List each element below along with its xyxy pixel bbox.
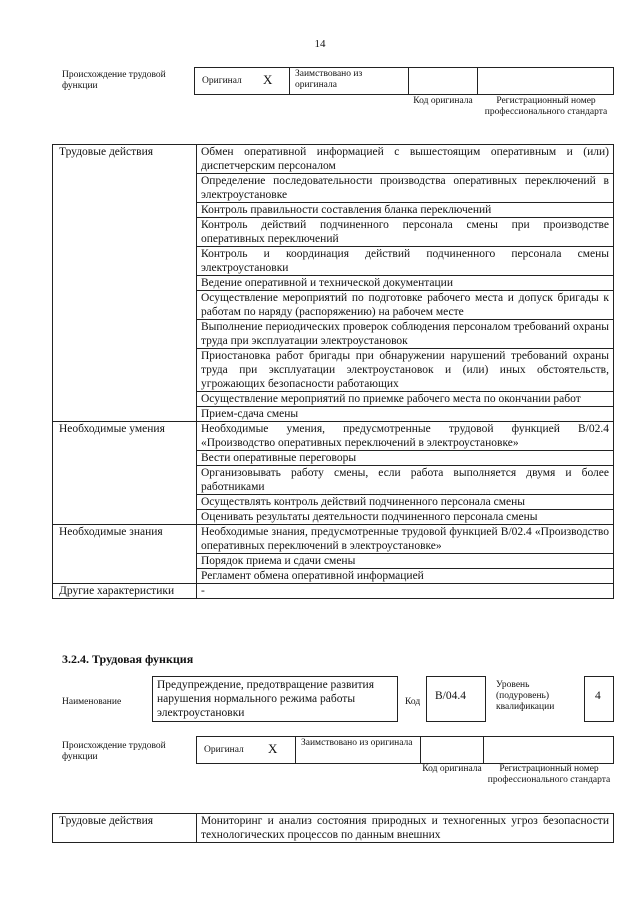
row-text: Прием-сдача смены	[197, 407, 614, 422]
origin-original-text: Оригинал	[202, 76, 242, 86]
origin-reg-caption: Регистрационный номер профессионального стандарта	[484, 96, 608, 117]
table-row	[53, 422, 614, 451]
row-text: Организовывать работу смены, если работа выполняется двумя и более работниками	[197, 466, 614, 495]
row-text: Необходимые умения, предусмотренные трудовой функцией B/02.4 «Производство оперативных переключений в электроустановке»	[197, 422, 614, 451]
origin2-reg-caption: Регистрационный номер профессионального стандарта	[487, 764, 611, 785]
row-text: Порядок приема и сдачи смены	[197, 554, 614, 569]
row-label: Необходимые умения	[53, 422, 197, 525]
row-text: Регламент обмена оперативной информацией	[197, 569, 614, 584]
level-value: 4	[595, 690, 601, 702]
origin2-mark: X	[268, 741, 278, 756]
origin2-borrowed-text: Заимствовано из оригинала	[301, 738, 413, 748]
page-number: 14	[314, 38, 326, 50]
row-label: Трудовые действия	[53, 814, 197, 843]
row-label: Другие характеристики	[53, 584, 197, 599]
row-text: Обмен оперативной информацией с вышестоящим оперативным и (или) диспетчерским персоналом	[197, 145, 614, 174]
row-text: Осуществление мероприятий по приемке рабочего места по окончании работ	[197, 392, 614, 407]
origin-code-caption: Код оригинала	[413, 96, 473, 106]
name-label: Наименование	[62, 697, 122, 707]
row-text: Мониторинг и анализ состояния природных и техногенных угроз безопасности технологических процессов по данным внешних	[197, 814, 614, 843]
row-text: Приостановка работ бригады при обнаружении нарушений требований охраны труда при эксплуатации электроустановок и (или) иных обстоятельств, угрожающих безопасности работающих	[197, 349, 614, 392]
level-label: Уровень (подуровень) квалификации	[496, 680, 555, 712]
code-label: Код	[405, 697, 421, 707]
origin2-label: Происхождение трудовой функции	[62, 741, 166, 762]
origin-reg-cell	[477, 67, 614, 95]
name-value: Предупреждение, предотвращение развития нарушения нормального режима работы электроустановки	[157, 679, 374, 719]
row-text: Выполнение периодических проверок соблюдения персоналом требований охраны труда при эксплуатации электроустановок	[197, 320, 614, 349]
origin2-code-cell	[420, 736, 484, 764]
row-text: Контроль действий подчиненного персонала смены при производстве оперативных переключений	[197, 218, 614, 247]
row-text: Осуществление мероприятий по подготовке рабочего места и допуск бригады к работам по наряду (распоряжению) на рабочем месте	[197, 291, 614, 320]
origin2-original-text: Оригинал	[204, 745, 244, 755]
labor-functions-table-2	[52, 813, 614, 843]
origin-mark: X	[263, 72, 273, 87]
section-heading: 3.2.4. Трудовая функция	[62, 652, 194, 666]
row-text: Осуществлять контроль действий подчиненного персонала смены	[197, 495, 614, 510]
table-row	[53, 525, 614, 554]
labor-functions-table	[52, 144, 614, 599]
row-text: Необходимые знания, предусмотренные трудовой функцией B/02.4 «Производство оперативных переключений в электроустановке»	[197, 525, 614, 554]
row-text: -	[197, 584, 614, 599]
origin-borrowed-text: Заимствовано из оригинала	[295, 69, 363, 90]
table-row	[53, 145, 614, 174]
row-text: Контроль и координация действий подчиненного персонала смены электроустановки	[197, 247, 614, 276]
origin-code-cell	[408, 67, 478, 95]
row-label: Необходимые знания	[53, 525, 197, 584]
row-text: Контроль правильности составления бланка переключений	[197, 203, 614, 218]
table-row	[53, 584, 614, 599]
row-text: Вести оперативные переговоры	[197, 451, 614, 466]
row-text: Оценивать результаты деятельности подчиненного персонала смены	[197, 510, 614, 525]
row-text: Ведение оперативной и технической документации	[197, 276, 614, 291]
code-value: B/04.4	[435, 690, 466, 702]
origin2-code-caption: Код оригинала	[422, 764, 482, 774]
table-row	[53, 814, 614, 843]
row-text: Определение последовательности производства оперативных переключений в электроустановке	[197, 174, 614, 203]
origin-label: Происхождение трудовой функции	[62, 70, 166, 91]
origin2-reg-cell	[483, 736, 614, 764]
row-label: Трудовые действия	[53, 145, 197, 422]
